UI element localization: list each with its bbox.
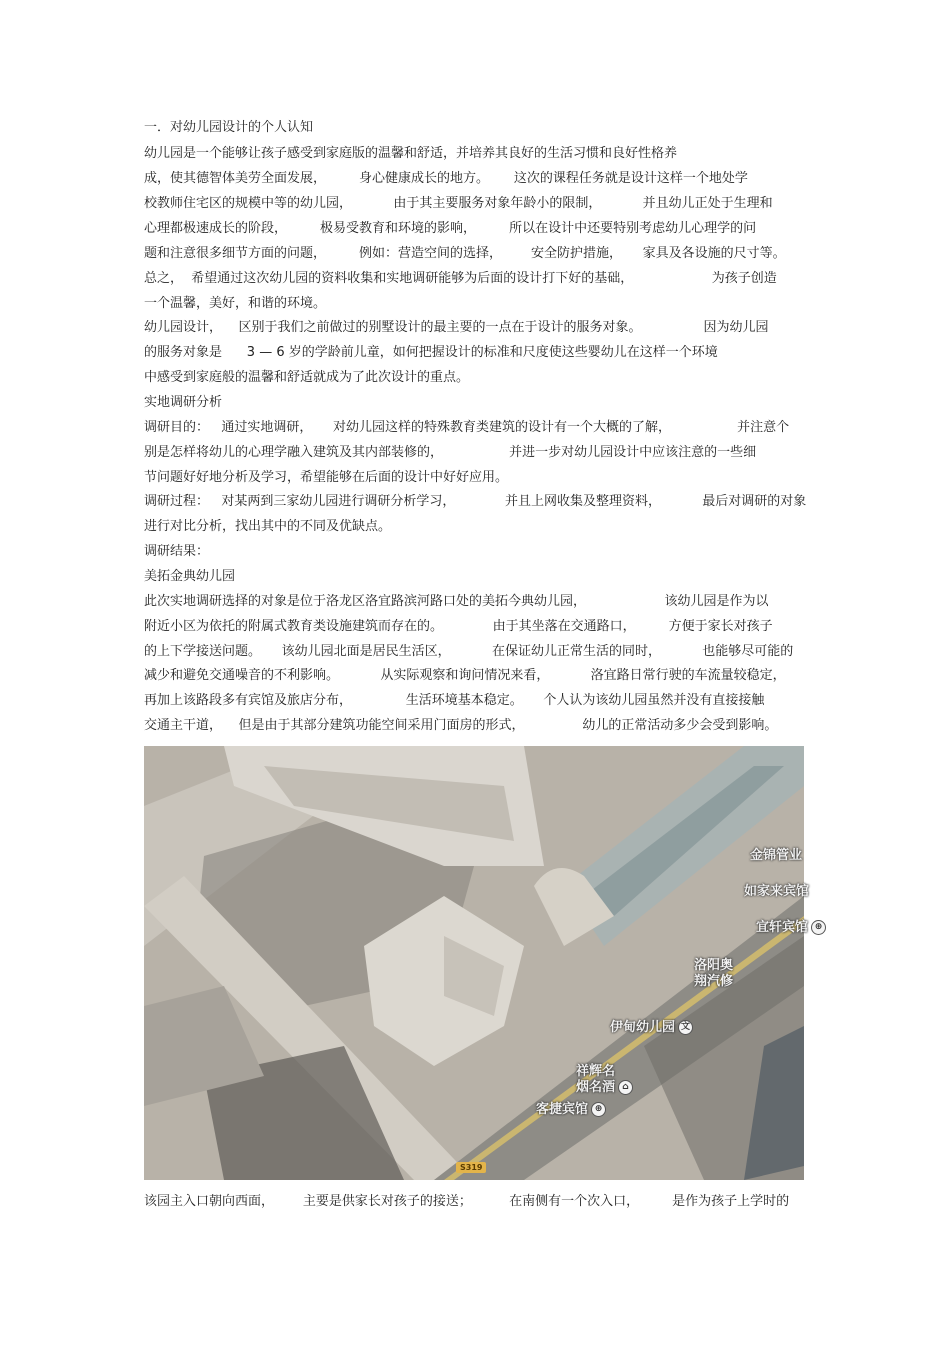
map-label-xiangqixiu: 翔汽修 xyxy=(694,974,734,989)
section-heading: 美拓金典幼儿园 xyxy=(144,569,236,584)
paragraph-line: 的服务对象是 3 — 6 岁的学龄前儿童，如何把握设计的标准和尺度使这些婴幼儿在这样一个环境 xyxy=(144,345,718,360)
map-label-jinjin: 金锦管业 xyxy=(750,848,803,863)
paragraph-line: 总之， 希望通过这次幼儿园的资料收集和实地调研能够为后面的设计打下好的基础， 为孩子创造 xyxy=(144,271,777,286)
map-label-yixuan xyxy=(756,916,826,935)
map-label-kejie-text: 客捷宾馆 xyxy=(536,1102,589,1117)
section-heading: 一．对幼儿园设计的个人认知 xyxy=(144,120,314,135)
section-heading: 调研结果： xyxy=(144,544,210,559)
paragraph-line: 幼儿园是一个能够让孩子感受到家庭版的温馨和舒适，并培养其良好的生活习惯和良好性格养 xyxy=(144,146,678,161)
map-label-kejie xyxy=(536,1098,606,1117)
paragraph-line: 校教师住宅区的规模中等的幼儿园， 由于其主要服务对象年龄小的限制， 并且幼儿正处于生理和 xyxy=(144,196,773,211)
map-label-rujia: 如家来宾馆 xyxy=(744,884,810,899)
paragraph-line: 进行对比分析，找出其中的不同及优缺点。 xyxy=(144,519,392,534)
paragraph-line: 的上下学接送问题。 该幼儿园北面是居民生活区， 在保证幼儿正常生活的同时， 也能够尽可能的 xyxy=(144,644,794,659)
school-icon: 文 xyxy=(678,1020,693,1035)
paragraph-line: 节问题好好地分析及学习，希望能够在后面的设计中好好应用。 xyxy=(144,470,509,485)
section-heading: 实地调研分析 xyxy=(144,395,223,410)
map-label-yanmingjiu-text: 烟名酒 xyxy=(576,1080,616,1095)
paragraph-line: 别是怎样将幼儿的心理学融入建筑及其内部装修的， 并进一步对幼儿园设计中应该注意的一些细 xyxy=(144,445,757,460)
paragraph-line: 幼儿园设计， 区别于我们之前做过的别墅设计的最主要的一点在于设计的服务对象。 因为幼儿园 xyxy=(144,320,769,335)
paragraph-line: 减少和避免交通噪音的不利影响。 从实际观察和询问情况来看， 洛宜路日常行驶的车流量较稳定， xyxy=(144,668,786,683)
road-number-badge: S319 xyxy=(456,1162,486,1173)
paragraph-line: 附近小区为依托的附属式教育类设施建筑而存在的。 由于其坐落在交通路口， 方便于家长对孩子 xyxy=(144,619,773,634)
map-label-yidian-kindergarten xyxy=(610,1016,693,1035)
paragraph-line: 中感受到家庭般的温馨和舒适就成为了此次设计的重点。 xyxy=(144,370,470,385)
paragraph-line: 成，使其德智体美劳全面发展， 身心健康成长的地方。 这次的课程任务就是设计这样一个地处学 xyxy=(144,171,748,186)
paragraph-line: 再加上该路段多有宾馆及旅店分布， 生活环境基本稳定。 个人认为该幼儿园虽然并没有直接接触 xyxy=(144,693,765,708)
paragraph-line: 题和注意很多细节方面的问题， 例如：营造空间的选择， 安全防护措施， 家具及各设施的尺寸等。 xyxy=(144,246,786,261)
paragraph-line: 此次实地调研选择的对象是位于洛龙区洛宜路滨河路口处的美拓今典幼儿园， 该幼儿园是作为以 xyxy=(144,594,769,609)
map-label-yidian-text: 伊甸幼儿园 xyxy=(610,1020,676,1035)
map-label-xianghui: 祥辉名 xyxy=(576,1064,616,1079)
paragraph-line: 该园主入口朝向西面， 主要是供家长对孩子的接送； 在南侧有一个次入口， 是作为孩子上学时的 xyxy=(144,1194,790,1209)
map-label-yanmingjiu xyxy=(576,1076,633,1095)
shop-icon: ⌂ xyxy=(618,1080,633,1095)
map-label-yixuan-text: 宜轩宾馆 xyxy=(756,920,809,935)
map-label-luoyang: 洛阳奥 xyxy=(694,958,734,973)
hotel-icon: ⊕ xyxy=(591,1102,606,1117)
paragraph-line: 心理都极速成长的阶段， 极易受教育和环境的影响， 所以在设计中还要特别考虑幼儿心理学的问 xyxy=(144,221,757,236)
satellite-map-image xyxy=(144,746,823,1180)
paragraph-line: 一个温馨，美好，和谐的环境。 xyxy=(144,296,327,311)
paragraph-line: 调研过程： 对某两到三家幼儿园进行调研分析学习， 并且上网收集及整理资料， 最后对调研的对象 xyxy=(144,494,807,509)
paragraph-line: 调研目的： 通过实地调研， 对幼儿园这样的特殊教育类建筑的设计有一个大概的了解， 并注意个 xyxy=(144,420,790,435)
hotel-icon: ⊕ xyxy=(811,920,826,935)
paragraph-line: 交通主干道， 但是由于其部分建筑功能空间采用门面房的形式， 幼儿的正常活动多少会受到影响。 xyxy=(144,718,778,733)
